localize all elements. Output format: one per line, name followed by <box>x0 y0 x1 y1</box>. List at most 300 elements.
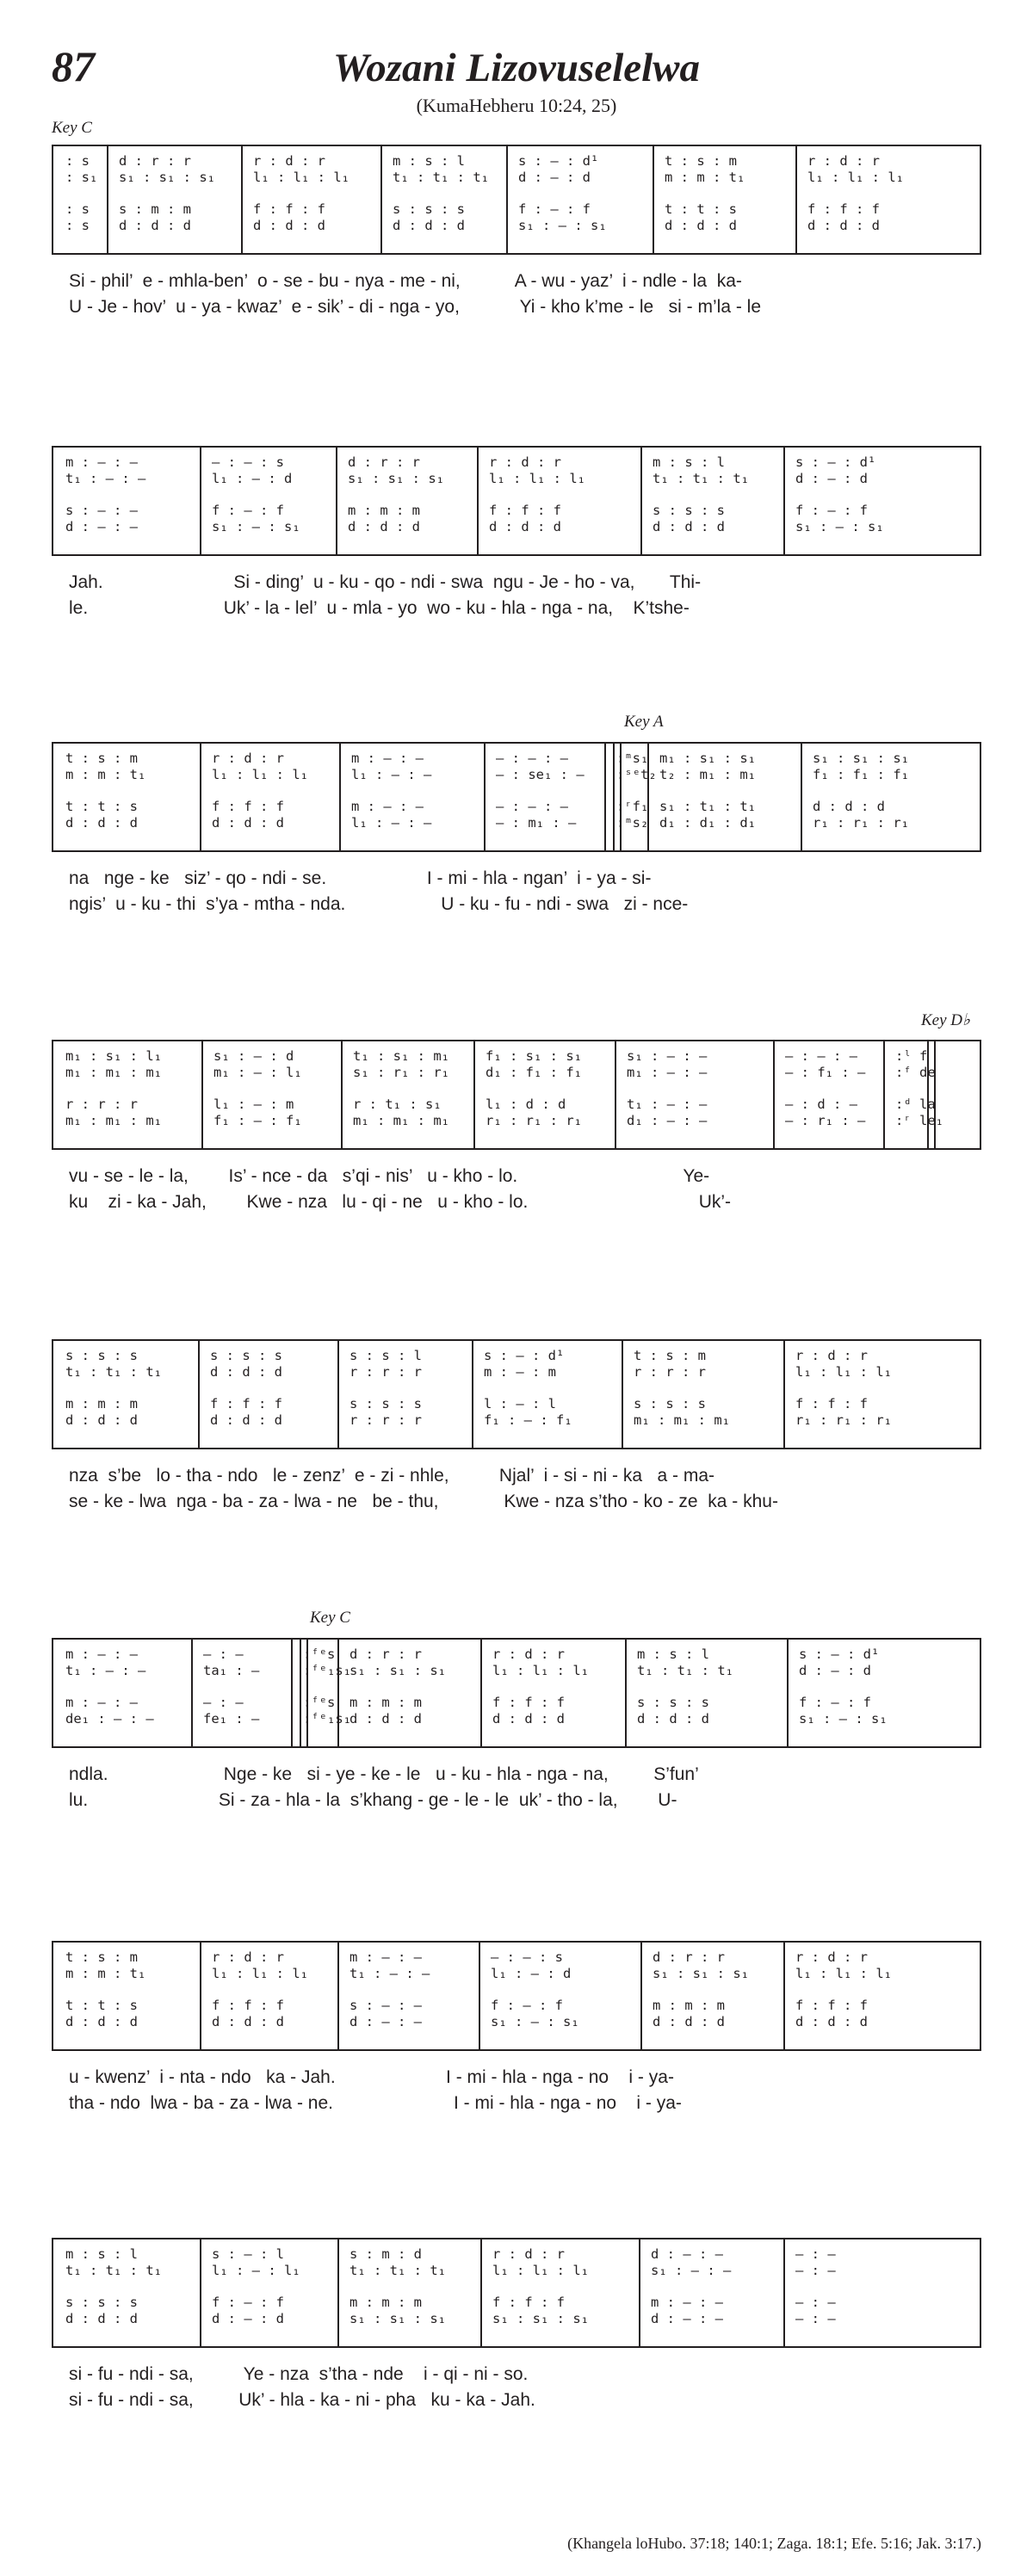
footer-references: (Khangela loHubo. 37:18; 140:1; Zaga. 18:1; Efe. 5:16; Jak. 3:17.) <box>567 2535 981 2552</box>
bass-line: d : d : d <box>653 2014 725 2029</box>
soprano-line: m : s : l <box>653 454 725 470</box>
lyric-line-verse-2: ngis’ u - ku - thi s’ya - mtha - nda. U - ku - fu - ndi - swa zi - nce- <box>69 894 689 914</box>
tenor-line: l₁ : d : d <box>486 1096 566 1112</box>
lyrics-block <box>52 1463 981 1515</box>
alto-line: m₁ : — : l₁ <box>213 1065 302 1080</box>
bass-line: d : d : d <box>653 519 725 534</box>
measure <box>53 2239 200 2346</box>
alto-line: t₁ : — : — <box>65 471 146 486</box>
measure <box>53 1341 198 1448</box>
alto-line: d : — : d <box>799 1663 871 1678</box>
soprano-line: m : — : — <box>351 751 424 766</box>
soprano-line: r : d : r <box>807 153 880 169</box>
bass-line: d : d : d <box>349 1711 422 1727</box>
alto-line: m₁ : m₁ : m₁ <box>65 1065 162 1080</box>
measure <box>883 1041 983 1148</box>
bass-line: d : d : d <box>807 218 880 233</box>
soprano-line: s : s : l <box>349 1348 422 1363</box>
soprano-line: s : — : d¹ <box>484 1348 565 1363</box>
measure <box>198 1341 337 1448</box>
alto-line: l₁ : — : — <box>351 767 432 782</box>
bass-line: — : m₁ : — <box>496 815 577 831</box>
tenor-line: — : — <box>203 1695 244 1710</box>
bass-line: d₁ : d₁ : d₁ <box>659 815 756 831</box>
music-system <box>52 145 981 320</box>
alto-line: d₁ : f₁ : f₁ <box>486 1065 582 1080</box>
measure <box>801 744 983 850</box>
bass-line: d : d : d <box>65 815 138 831</box>
alto-line: m : m : t₁ <box>665 170 745 185</box>
alto-line: m : m : t₁ <box>65 767 146 782</box>
measure <box>479 1943 640 2049</box>
measure <box>53 1943 200 2049</box>
tenor-line: s : s : s <box>393 201 465 217</box>
soprano-line: s : — : d¹ <box>795 454 876 470</box>
alto-line: r : r : r <box>634 1364 706 1380</box>
tenor-line: :ᶠᵉs <box>303 1695 336 1710</box>
song-title: Wozani Lizovuselelwa <box>332 46 701 90</box>
soprano-line: m : — : — <box>65 454 138 470</box>
alto-line: — : — <box>795 2263 836 2278</box>
measure <box>339 744 484 850</box>
scripture-reference: (KumaHebheru 10:24, 25) <box>416 95 617 116</box>
alto-line: r : r : r <box>349 1364 422 1380</box>
song-number: 87 <box>52 42 95 90</box>
alto-line: t₁ : t₁ : t₁ <box>637 1663 733 1678</box>
tonic-solfa-staff <box>52 2238 981 2348</box>
alto-line: l₁ : — : d <box>491 1966 572 1981</box>
alto-line: l₁ : — : l₁ <box>212 2263 300 2278</box>
measure <box>484 744 604 850</box>
soprano-line: m : s : l <box>637 1646 709 1662</box>
tenor-line: f : — : f <box>212 2295 284 2310</box>
alto-line: l₁ : l₁ : l₁ <box>492 1663 589 1678</box>
lyrics-block <box>52 2362 981 2413</box>
alto-line: s₁ : s₁ : s₁ <box>653 1966 749 1981</box>
measure <box>380 146 506 253</box>
tenor-line: t : t : s <box>65 799 138 814</box>
soprano-line: r : d : r <box>795 1949 868 1965</box>
tenor-line: m : — : — <box>351 799 424 814</box>
bass-line: — : — <box>795 2311 836 2326</box>
lyric-line-verse-2: ku zi - ka - Jah, Kwe - nza lu - qi - ne u - kho - lo. Uk’- <box>69 1192 732 1212</box>
measure <box>622 1341 783 1448</box>
tenor-line: s : s : s <box>634 1396 706 1412</box>
tonic-solfa-staff <box>52 742 981 852</box>
bass-line: l₁ : — : — <box>351 815 432 831</box>
measure <box>640 1943 783 2049</box>
tenor-line: f : — : f <box>518 201 591 217</box>
tenor-line: s : s : s <box>637 1695 709 1710</box>
lyric-line-verse-1: vu - se - le - la, Is’ - nce - da s’qi - nis’ u - kho - lo. Ye- <box>69 1166 710 1186</box>
measure <box>787 1640 983 1746</box>
tenor-line: f : — : f <box>795 503 868 518</box>
measure <box>783 1341 983 1448</box>
soprano-line: :ᵐs₁ <box>616 751 649 766</box>
alto-line: s₁ : s₁ : s₁ <box>348 471 444 486</box>
tenor-line: f : — : f <box>799 1695 871 1710</box>
measure <box>506 146 653 253</box>
alto-line: l₁ : l₁ : l₁ <box>212 1966 308 1981</box>
measure <box>241 146 380 253</box>
soprano-line: r : d : r <box>492 2246 565 2262</box>
alto-line: s₁ : r₁ : r₁ <box>353 1065 449 1080</box>
soprano-line: :ᶠᵉs <box>303 1646 336 1662</box>
tenor-line: m : — : — <box>651 2295 723 2310</box>
music-system <box>52 1339 981 1515</box>
bass-line: d : d : d <box>65 2014 138 2029</box>
tenor-line: — : — <box>795 2295 836 2310</box>
music-system <box>52 1941 981 2116</box>
soprano-line: s₁ : s₁ : s₁ <box>813 751 909 766</box>
alto-line: t₁ : — : — <box>349 1966 430 1981</box>
lyrics-block <box>52 866 981 917</box>
bass-line: d : d : d <box>665 218 737 233</box>
alto-line: l₁ : l₁ : l₁ <box>212 767 308 782</box>
measure <box>200 1943 337 2049</box>
alto-line: — : se₁ : — <box>496 767 585 782</box>
soprano-line: d : — : — <box>651 2246 723 2262</box>
alto-line: d : d : d <box>210 1364 282 1380</box>
lyrics-block <box>52 570 981 621</box>
alto-line: — : f₁ : — <box>785 1065 866 1080</box>
lyrics-block <box>52 1164 981 1215</box>
tonic-solfa-staff <box>52 1941 981 2051</box>
tenor-line: — : — : — <box>496 799 568 814</box>
lyrics-block <box>52 1762 981 1813</box>
tenor-line: r : r : r <box>65 1096 138 1112</box>
bass-line: r₁ : r₁ : r₁ <box>486 1113 582 1128</box>
soprano-line: m : — : — <box>65 1646 138 1662</box>
bass-line: d : d : d <box>210 1412 282 1428</box>
bass-line: d : — : — <box>65 519 138 534</box>
tenor-line: s : m : m <box>119 201 191 217</box>
tenor-line: s : s : s <box>349 1396 422 1412</box>
measure <box>191 1640 291 1746</box>
soprano-line: s : s : s <box>210 1348 282 1363</box>
soprano-line: d : r : r <box>119 153 191 169</box>
lyrics-block <box>52 269 981 320</box>
measure <box>773 1041 883 1148</box>
lyric-line-verse-2: le. Uk’ - la - lel’ u - mla - yo wo - ku - hla - nga - na, K’tshe- <box>69 598 690 618</box>
soprano-line: — : — : — <box>496 751 568 766</box>
tenor-line: f : f : f <box>253 201 325 217</box>
alto-line: l₁ : l₁ : l₁ <box>795 1966 892 1981</box>
soprano-line: m : s : l <box>65 2246 138 2262</box>
bass-line: r : r : r <box>349 1412 422 1428</box>
alto-line: : s₁ <box>65 170 98 185</box>
tenor-line: :ᵈ la <box>895 1096 936 1112</box>
key-label: Key C <box>52 119 92 137</box>
soprano-line: :ˡ f <box>895 1048 928 1064</box>
tenor-line: m : m : m <box>348 503 420 518</box>
bass-line: — : r₁ : — <box>785 1113 866 1128</box>
tenor-line: f : f : f <box>795 1396 868 1412</box>
music-system <box>52 446 981 621</box>
soprano-line: s : s : s <box>65 1348 138 1363</box>
measure <box>477 448 640 554</box>
tenor-line: m : — : — <box>65 1695 138 1710</box>
soprano-line: r : d : r <box>212 751 284 766</box>
bass-line: s₁ : — : s₁ <box>491 2014 579 2029</box>
soprano-line: r : d : r <box>212 1949 284 1965</box>
bass-line: d : d : d <box>393 218 465 233</box>
tonic-solfa-staff <box>52 1040 981 1150</box>
alto-line: l₁ : l₁ : l₁ <box>795 1364 892 1380</box>
measure <box>783 1943 983 2049</box>
bass-line: s₁ : — : s₁ <box>799 1711 888 1727</box>
measure <box>480 2239 639 2346</box>
soprano-line: f₁ : s₁ : s₁ <box>486 1048 582 1064</box>
soprano-line: — : — : s <box>212 454 284 470</box>
lyric-line-verse-1: na nge - ke siz’ - qo - ndi - se. I - mi - hla - ngan’ i - ya - si- <box>69 868 652 888</box>
tonic-solfa-staff <box>52 1638 981 1748</box>
lyric-line-verse-1: Jah. Si - ding’ u - ku - qo - ndi - swa ngu - Je - ho - va, Thi- <box>69 572 702 592</box>
bass-line: r₁ : r₁ : r₁ <box>795 1412 892 1428</box>
soprano-line: s₁ : — : — <box>627 1048 708 1064</box>
bass-line: d : d : d <box>795 2014 868 2029</box>
tenor-line: t₁ : — : — <box>627 1096 708 1112</box>
alto-line: m : m : t₁ <box>65 1966 146 1981</box>
measure <box>53 744 200 850</box>
tenor-line: s : s : s <box>653 503 725 518</box>
bass-line: s₁ : — : s₁ <box>795 519 884 534</box>
tenor-line: m : m : m <box>349 2295 422 2310</box>
alto-line: ta₁ : — <box>203 1663 260 1678</box>
tenor-line: s₁ : t₁ : t₁ <box>659 799 756 814</box>
bass-line: de₁ : — : — <box>65 1711 154 1727</box>
tenor-line: t : t : s <box>65 1998 138 2013</box>
measure <box>53 1041 201 1148</box>
bass-line: d : d : d <box>212 815 284 831</box>
tenor-line: l₁ : — : m <box>213 1096 294 1112</box>
alto-line: t₂ : m₁ : m₁ <box>659 767 756 782</box>
measure <box>337 1341 472 1448</box>
alto-line: :ᶠ de <box>895 1065 936 1080</box>
measure <box>472 1341 622 1448</box>
tenor-line: m : m : m <box>653 1998 725 2013</box>
tenor-line: d : d : d <box>813 799 885 814</box>
measure <box>291 1640 351 1746</box>
alto-line: d : — : d <box>518 170 591 185</box>
soprano-line: — : — : — <box>785 1048 857 1064</box>
tenor-line: m : m : m <box>349 1695 422 1710</box>
measure <box>337 1640 480 1746</box>
soprano-line: d : r : r <box>653 1949 725 1965</box>
tenor-line: s : — : — <box>349 1998 422 2013</box>
soprano-line: t₁ : s₁ : m₁ <box>353 1048 449 1064</box>
bass-line: s₁ : s₁ : s₁ <box>349 2311 446 2326</box>
bass-line: s₁ : — : s₁ <box>212 519 300 534</box>
measure <box>615 1041 773 1148</box>
tonic-solfa-staff <box>52 145 981 255</box>
lyric-line-verse-1: Si - phil’ e - mhla-ben’ o - se - bu - nya - me - ni, A - wu - yaz’ i - ndle - la ka- <box>69 271 742 291</box>
alto-line: l₁ : l₁ : l₁ <box>492 2263 589 2278</box>
lyric-line-verse-1: si - fu - ndi - sa, Ye - nza s’tha - nde i - qi - ni - so. <box>69 2364 529 2384</box>
measure <box>795 146 983 253</box>
soprano-line: : s <box>65 153 90 169</box>
bass-line: d : d : d <box>489 519 561 534</box>
alto-line: t₁ : t₁ : t₁ <box>653 471 749 486</box>
soprano-line: t : s : m <box>665 153 737 169</box>
tenor-line: r : t₁ : s₁ <box>353 1096 442 1112</box>
tenor-line: :ʳf₁ <box>616 799 649 814</box>
alto-line: l₁ : l₁ : l₁ <box>807 170 904 185</box>
bass-line: d : d : d <box>65 1412 138 1428</box>
bass-line: f₁ : — : f₁ <box>484 1412 572 1428</box>
alto-line: m : — : m <box>484 1364 556 1380</box>
soprano-line: s : — : l <box>212 2246 284 2262</box>
bass-line: d₁ : — : — <box>627 1113 708 1128</box>
measure <box>53 146 107 253</box>
alto-line: f₁ : f₁ : f₁ <box>813 767 909 782</box>
soprano-line: m : — : — <box>349 1949 422 1965</box>
measure <box>625 1640 787 1746</box>
lyric-line-verse-1: u - kwenz’ i - nta - ndo ka - Jah. I - mi - hla - nga - no i - ya- <box>69 2067 674 2087</box>
tenor-line: f : — : f <box>491 1998 563 2013</box>
tenor-line: : s <box>65 201 90 217</box>
alto-line: s₁ : s₁ : s₁ <box>119 170 215 185</box>
soprano-line: r : d : r <box>795 1348 868 1363</box>
bass-line: d : — : — <box>651 2311 723 2326</box>
tenor-line: f : f : f <box>492 1695 565 1710</box>
bass-line: d : d : d <box>119 218 191 233</box>
alto-line: s₁ : s₁ : s₁ <box>349 1663 446 1678</box>
key-change-label: Key C <box>310 1609 350 1627</box>
tenor-line: m : m : m <box>65 1396 138 1412</box>
bass-line: f₁ : — : f₁ <box>213 1113 302 1128</box>
alto-line: l₁ : l₁ : l₁ <box>489 471 585 486</box>
bass-line: :ʳ le₁ <box>895 1113 943 1128</box>
soprano-line: s₁ : — : d <box>213 1048 294 1064</box>
bass-line: s₁ : — : s₁ <box>518 218 607 233</box>
bass-line: d : d : d <box>65 2311 138 2326</box>
lyric-line-verse-2: si - fu - ndi - sa, Uk’ - hla - ka - ni - pha ku - ka - Jah. <box>69 2390 535 2410</box>
soprano-line: r : d : r <box>489 454 561 470</box>
tenor-line: — : d : — <box>785 1096 857 1112</box>
music-system <box>52 2238 981 2413</box>
measure <box>337 1943 479 2049</box>
tenor-line: f : f : f <box>795 1998 868 2013</box>
soprano-line: s : m : d <box>349 2246 422 2262</box>
alto-line: :ˢᵉt₂ <box>616 767 657 782</box>
soprano-line: — : — <box>795 2246 836 2262</box>
bass-line: d : d : d <box>637 1711 709 1727</box>
bass-line: r₁ : r₁ : r₁ <box>813 815 909 831</box>
key-change-label: Key D♭ <box>921 1011 970 1029</box>
alto-line: t₁ : t₁ : t₁ <box>65 2263 162 2278</box>
soprano-line: m₁ : s₁ : l₁ <box>65 1048 162 1064</box>
soprano-line: r : d : r <box>492 1646 565 1662</box>
measure <box>647 744 801 850</box>
bass-line: s₁ : s₁ : s₁ <box>492 2311 589 2326</box>
tenor-line: f : f : f <box>492 2295 565 2310</box>
bass-line: m₁ : m₁ : m₁ <box>65 1113 162 1128</box>
measure <box>341 1041 473 1148</box>
bass-line: m₁ : m₁ : m₁ <box>634 1412 730 1428</box>
tenor-line: t : t : s <box>665 201 737 217</box>
alto-line: m₁ : — : — <box>627 1065 708 1080</box>
measure <box>473 1041 615 1148</box>
measure <box>200 744 339 850</box>
lyric-line-verse-2: U - Je - hov’ u - ya - kwaz’ e - sik’ - di - nga - yo, Yi - kho k’me - le si - m’la - le <box>69 297 762 317</box>
lyric-line-verse-2: se - ke - lwa nga - ba - za - lwa - ne be - thu, Kwe - nza s’tho - ko - ze ka - khu- <box>69 1492 778 1511</box>
soprano-line: s : — : d¹ <box>518 153 599 169</box>
music-system <box>52 713 981 917</box>
alto-line: l₁ : l₁ : l₁ <box>253 170 349 185</box>
bass-line: :ᵐs₂ <box>616 815 649 831</box>
soprano-line: t : s : m <box>65 1949 138 1965</box>
tenor-line: f : f : f <box>489 503 561 518</box>
tenor-line: f : f : f <box>807 201 880 217</box>
measure <box>337 2239 480 2346</box>
bass-line: d : — : d <box>212 2311 284 2326</box>
measure <box>336 448 477 554</box>
soprano-line: t : s : m <box>65 751 138 766</box>
bass-line: d : d : d <box>253 218 325 233</box>
soprano-line: d : r : r <box>349 1646 422 1662</box>
alto-line: t₁ : t₁ : t₁ <box>393 170 489 185</box>
alto-line: s₁ : — : — <box>651 2263 732 2278</box>
alto-line: t₁ : t₁ : t₁ <box>65 1364 162 1380</box>
soprano-line: — : — <box>203 1646 244 1662</box>
key-change-label: Key A <box>624 713 664 731</box>
measure <box>639 2239 783 2346</box>
soprano-line: s : — : d¹ <box>799 1646 880 1662</box>
tenor-line: f : — : f <box>212 503 284 518</box>
measure <box>107 146 241 253</box>
measure <box>201 1041 341 1148</box>
bass-line: d : d : d <box>492 1711 565 1727</box>
tonic-solfa-staff <box>52 1339 981 1449</box>
measure <box>653 146 795 253</box>
measure <box>200 448 336 554</box>
tenor-line: s : s : s <box>65 2295 138 2310</box>
tenor-line: s : — : — <box>65 503 138 518</box>
bass-line: d : d : d <box>348 519 420 534</box>
measure <box>53 1640 191 1746</box>
lyric-line-verse-2: tha - ndo lwa - ba - za - lwa - ne. I - mi - hla - nga - no i - ya- <box>69 2093 682 2113</box>
alto-line: t₁ : t₁ : t₁ <box>349 2263 446 2278</box>
measure <box>604 744 657 850</box>
lyric-line-verse-2: lu. Si - za - hla - la s’khang - ge - le - le uk’ - tho - la, U- <box>69 1790 677 1810</box>
alto-line: d : — : d <box>795 471 868 486</box>
bass-line: m₁ : m₁ : m₁ <box>353 1113 449 1128</box>
alto-line: l₁ : — : d <box>212 471 293 486</box>
lyrics-block <box>52 2065 981 2116</box>
soprano-line: m₁ : s₁ : s₁ <box>659 751 756 766</box>
tenor-line: f : f : f <box>212 1998 284 2013</box>
lyric-line-verse-1: ndla. Nge - ke si - ye - ke - le u - ku - hla - nga - na, S’fun’ <box>69 1764 699 1784</box>
lyric-line-verse-1: nza s’be lo - tha - ndo le - zenz’ e - zi - nhle, Njal’ i - si - ni - ka a - ma- <box>69 1466 715 1486</box>
measure <box>200 2239 337 2346</box>
tonic-solfa-staff <box>52 446 981 556</box>
bass-line: d : d : d <box>212 2014 284 2029</box>
music-system <box>52 1609 981 1813</box>
soprano-line: m : s : l <box>393 153 465 169</box>
soprano-line: r : d : r <box>253 153 325 169</box>
soprano-line: — : — : s <box>491 1949 563 1965</box>
alto-line: t₁ : — : — <box>65 1663 146 1678</box>
measure <box>53 448 200 554</box>
music-system <box>52 1011 981 1215</box>
soprano-line: t : s : m <box>634 1348 706 1363</box>
tenor-line: f : f : f <box>210 1396 282 1412</box>
alto-line: :ᶠᵉ₁s₁ <box>303 1663 351 1678</box>
bass-line: d : — : — <box>349 2014 422 2029</box>
bass-line: : s <box>65 218 90 233</box>
tenor-line: f : f : f <box>212 799 284 814</box>
